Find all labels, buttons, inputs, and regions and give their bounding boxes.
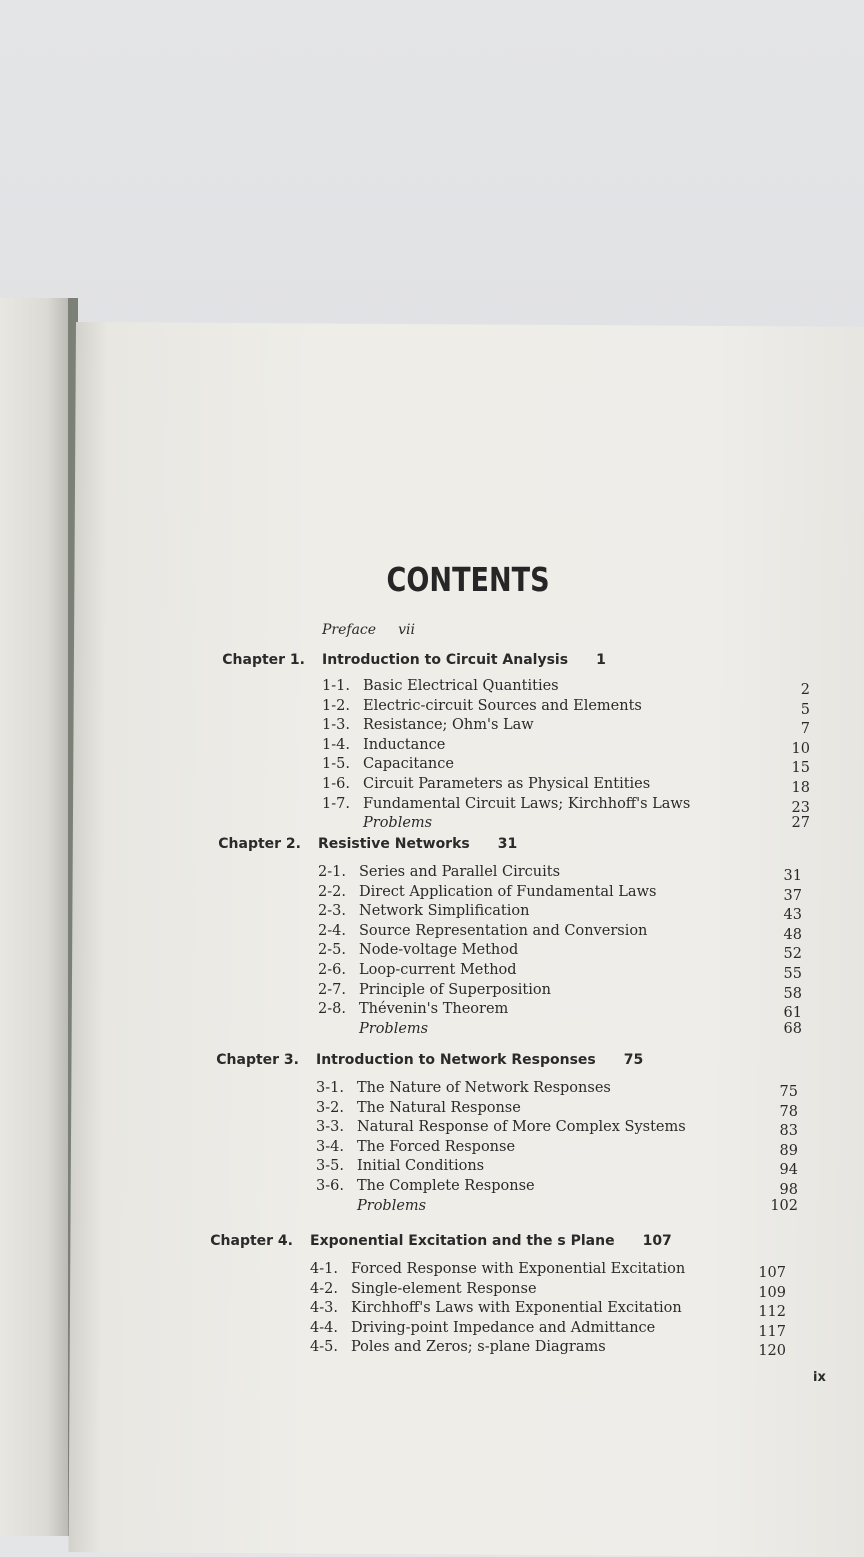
section-number: 1-1. bbox=[322, 678, 350, 694]
section-entry bbox=[0, 1178, 858, 1198]
section-title: Resistance; Ohm's Law bbox=[363, 717, 534, 734]
chapter-label: Chapter 3. bbox=[216, 1052, 299, 1068]
section-entry bbox=[0, 903, 860, 923]
section-page: 2 bbox=[800, 682, 810, 698]
section-entry bbox=[0, 884, 860, 904]
section-number: 2-1. bbox=[318, 864, 346, 880]
preface-page: vii bbox=[398, 622, 415, 638]
section-title: The Forced Response bbox=[357, 1138, 516, 1155]
section-title: Driving-point Impedance and Admittance bbox=[351, 1319, 656, 1336]
section-title: Node-voltage Method bbox=[359, 942, 519, 959]
chapter-heading bbox=[0, 1052, 858, 1076]
section-entry bbox=[0, 698, 864, 718]
chapter-4 bbox=[0, 1233, 852, 1359]
chapter-page: 75 bbox=[623, 1052, 644, 1068]
problems-entry bbox=[0, 815, 864, 835]
section-entry bbox=[0, 737, 864, 757]
chapter-title-text: Introduction to Circuit Analysis bbox=[322, 652, 569, 668]
section-page: 5 bbox=[800, 701, 810, 718]
chapter-heading bbox=[0, 836, 860, 860]
section-page: 43 bbox=[783, 907, 802, 924]
section-page: 48 bbox=[783, 926, 802, 943]
section-number: 3-6. bbox=[316, 1177, 344, 1194]
section-entry bbox=[0, 1158, 858, 1178]
preface-label: Preface bbox=[322, 622, 377, 638]
section-page: 68 bbox=[783, 1020, 802, 1037]
section-title: Loop-current Method bbox=[359, 961, 517, 978]
section-entry bbox=[0, 962, 860, 982]
section-title: Direct Application of Fundamental Laws bbox=[359, 883, 657, 900]
section-number: 3-3. bbox=[316, 1119, 344, 1136]
section-page: 52 bbox=[783, 946, 802, 963]
section-page: 37 bbox=[783, 887, 802, 904]
section-entry bbox=[0, 776, 864, 796]
section-number: 3-2. bbox=[316, 1099, 344, 1116]
section-page: 7 bbox=[800, 721, 810, 738]
chapter-page: 31 bbox=[497, 836, 518, 852]
section-number: 2-5. bbox=[318, 942, 346, 959]
chapter-title bbox=[316, 1052, 643, 1068]
section-number: 1-4. bbox=[322, 736, 350, 753]
section-page: 98 bbox=[779, 1181, 798, 1198]
section-title: Problems bbox=[363, 815, 433, 832]
section-title: Source Representation and Conversion bbox=[359, 922, 648, 939]
chapter-heading bbox=[0, 652, 864, 676]
section-title: The Nature of Network Responses bbox=[357, 1080, 611, 1096]
section-number: 1-7. bbox=[322, 795, 350, 812]
chapter-page: 107 bbox=[642, 1233, 672, 1249]
section-entry bbox=[0, 796, 864, 816]
section-page: 102 bbox=[770, 1197, 798, 1214]
chapter-title-text: Introduction to Network Responses bbox=[316, 1052, 596, 1068]
chapter-title bbox=[318, 836, 517, 852]
section-title: Principle of Superposition bbox=[359, 981, 551, 998]
section-title: Problems bbox=[359, 1020, 429, 1037]
chapter-3 bbox=[0, 1052, 858, 1217]
section-entry bbox=[0, 1080, 858, 1100]
section-number: 3-4. bbox=[316, 1138, 344, 1155]
section-number: 2-3. bbox=[318, 903, 346, 920]
section-title: Poles and Zeros; s-plane Diagrams bbox=[351, 1339, 606, 1356]
section-title: Basic Electrical Quantities bbox=[363, 678, 559, 694]
section-entry bbox=[0, 1281, 852, 1301]
section-number: 2-8. bbox=[318, 1001, 346, 1018]
section-number: 2-6. bbox=[318, 961, 346, 978]
section-number: 2-4. bbox=[318, 922, 346, 939]
problems-entry bbox=[0, 1021, 860, 1041]
section-title: Circuit Parameters as Physical Entities bbox=[363, 775, 651, 792]
section-title: Inductance bbox=[363, 736, 446, 753]
section-page: 31 bbox=[783, 868, 802, 884]
section-page: 10 bbox=[791, 740, 810, 757]
section-entry bbox=[0, 864, 860, 884]
section-entry bbox=[0, 1300, 852, 1320]
chapter-label: Chapter 4. bbox=[210, 1233, 293, 1249]
section-page: 89 bbox=[779, 1142, 798, 1159]
section-page: 15 bbox=[791, 760, 810, 777]
section-page: 112 bbox=[758, 1304, 786, 1321]
section-page: 61 bbox=[783, 1005, 802, 1022]
section-entry bbox=[0, 1320, 852, 1340]
section-number: 3-1. bbox=[316, 1080, 344, 1096]
section-page: 94 bbox=[779, 1162, 798, 1179]
section-title: Series and Parallel Circuits bbox=[359, 864, 561, 880]
section-entry bbox=[0, 1100, 858, 1120]
section-entry bbox=[0, 1261, 852, 1281]
problems-entry bbox=[0, 1198, 858, 1218]
chapter-title-text: Exponential Excitation and the s Plane bbox=[310, 1233, 615, 1249]
section-number: 4-5. bbox=[310, 1339, 338, 1356]
section-entry bbox=[0, 717, 864, 737]
page-title: CONTENTS bbox=[386, 560, 550, 599]
section-entry bbox=[0, 1139, 858, 1159]
section-page: 117 bbox=[758, 1323, 786, 1340]
section-title: Fundamental Circuit Laws; Kirchhoff's Laws bbox=[363, 795, 691, 812]
section-title: Network Simplification bbox=[359, 903, 530, 920]
section-title: Natural Response of More Complex Systems bbox=[357, 1119, 686, 1136]
section-page: 78 bbox=[779, 1103, 798, 1120]
section-page: 83 bbox=[779, 1123, 798, 1140]
section-number: 3-5. bbox=[316, 1158, 344, 1175]
section-entry bbox=[0, 1119, 858, 1139]
chapter-label: Chapter 2. bbox=[218, 836, 301, 852]
section-number: 4-1. bbox=[310, 1261, 338, 1277]
chapter-1 bbox=[0, 652, 864, 835]
page-number: ix bbox=[813, 1370, 826, 1385]
section-page: 75 bbox=[779, 1084, 798, 1100]
section-number: 1-6. bbox=[322, 775, 350, 792]
chapter-2 bbox=[0, 836, 860, 1040]
section-entry bbox=[0, 756, 864, 776]
section-title: The Natural Response bbox=[357, 1099, 521, 1116]
section-number: 1-3. bbox=[322, 717, 350, 734]
section-page: 18 bbox=[791, 779, 810, 796]
section-page: 109 bbox=[758, 1284, 786, 1301]
chapter-title-text: Resistive Networks bbox=[318, 836, 470, 852]
preface-entry bbox=[322, 622, 415, 638]
section-title: Forced Response with Exponential Excitation bbox=[351, 1261, 686, 1277]
section-number: 1-2. bbox=[322, 697, 350, 714]
section-title: Thévenin's Theorem bbox=[359, 1001, 509, 1018]
section-title: Capacitance bbox=[363, 756, 454, 773]
section-title: The Complete Response bbox=[357, 1177, 535, 1194]
section-title: Problems bbox=[357, 1197, 427, 1214]
section-entry bbox=[0, 678, 864, 698]
section-number: 2-2. bbox=[318, 883, 346, 900]
section-title: Single-element Response bbox=[351, 1280, 537, 1297]
section-title: Electric-circuit Sources and Elements bbox=[363, 697, 642, 714]
section-page: 23 bbox=[791, 799, 810, 816]
section-number: 1-5. bbox=[322, 756, 350, 773]
chapter-title bbox=[310, 1233, 672, 1249]
chapter-page: 1 bbox=[596, 652, 606, 668]
section-page: 55 bbox=[783, 965, 802, 982]
chapter-heading bbox=[0, 1233, 852, 1257]
section-entry bbox=[0, 982, 860, 1002]
section-entry bbox=[0, 1001, 860, 1021]
section-entry bbox=[0, 923, 860, 943]
section-title: Initial Conditions bbox=[357, 1158, 485, 1175]
section-number: 4-4. bbox=[310, 1319, 338, 1336]
section-entry bbox=[0, 1339, 852, 1359]
section-number: 4-3. bbox=[310, 1300, 338, 1317]
section-entry bbox=[0, 942, 860, 962]
chapter-title bbox=[322, 652, 606, 668]
chapter-label: Chapter 1. bbox=[222, 652, 305, 668]
section-page: 107 bbox=[758, 1265, 786, 1281]
section-title: Kirchhoff's Laws with Exponential Excitation bbox=[351, 1300, 682, 1317]
section-page: 58 bbox=[783, 985, 802, 1002]
section-number: 2-7. bbox=[318, 981, 346, 998]
section-page: 120 bbox=[758, 1343, 786, 1360]
section-page: 27 bbox=[791, 815, 810, 832]
section-number: 4-2. bbox=[310, 1280, 338, 1297]
